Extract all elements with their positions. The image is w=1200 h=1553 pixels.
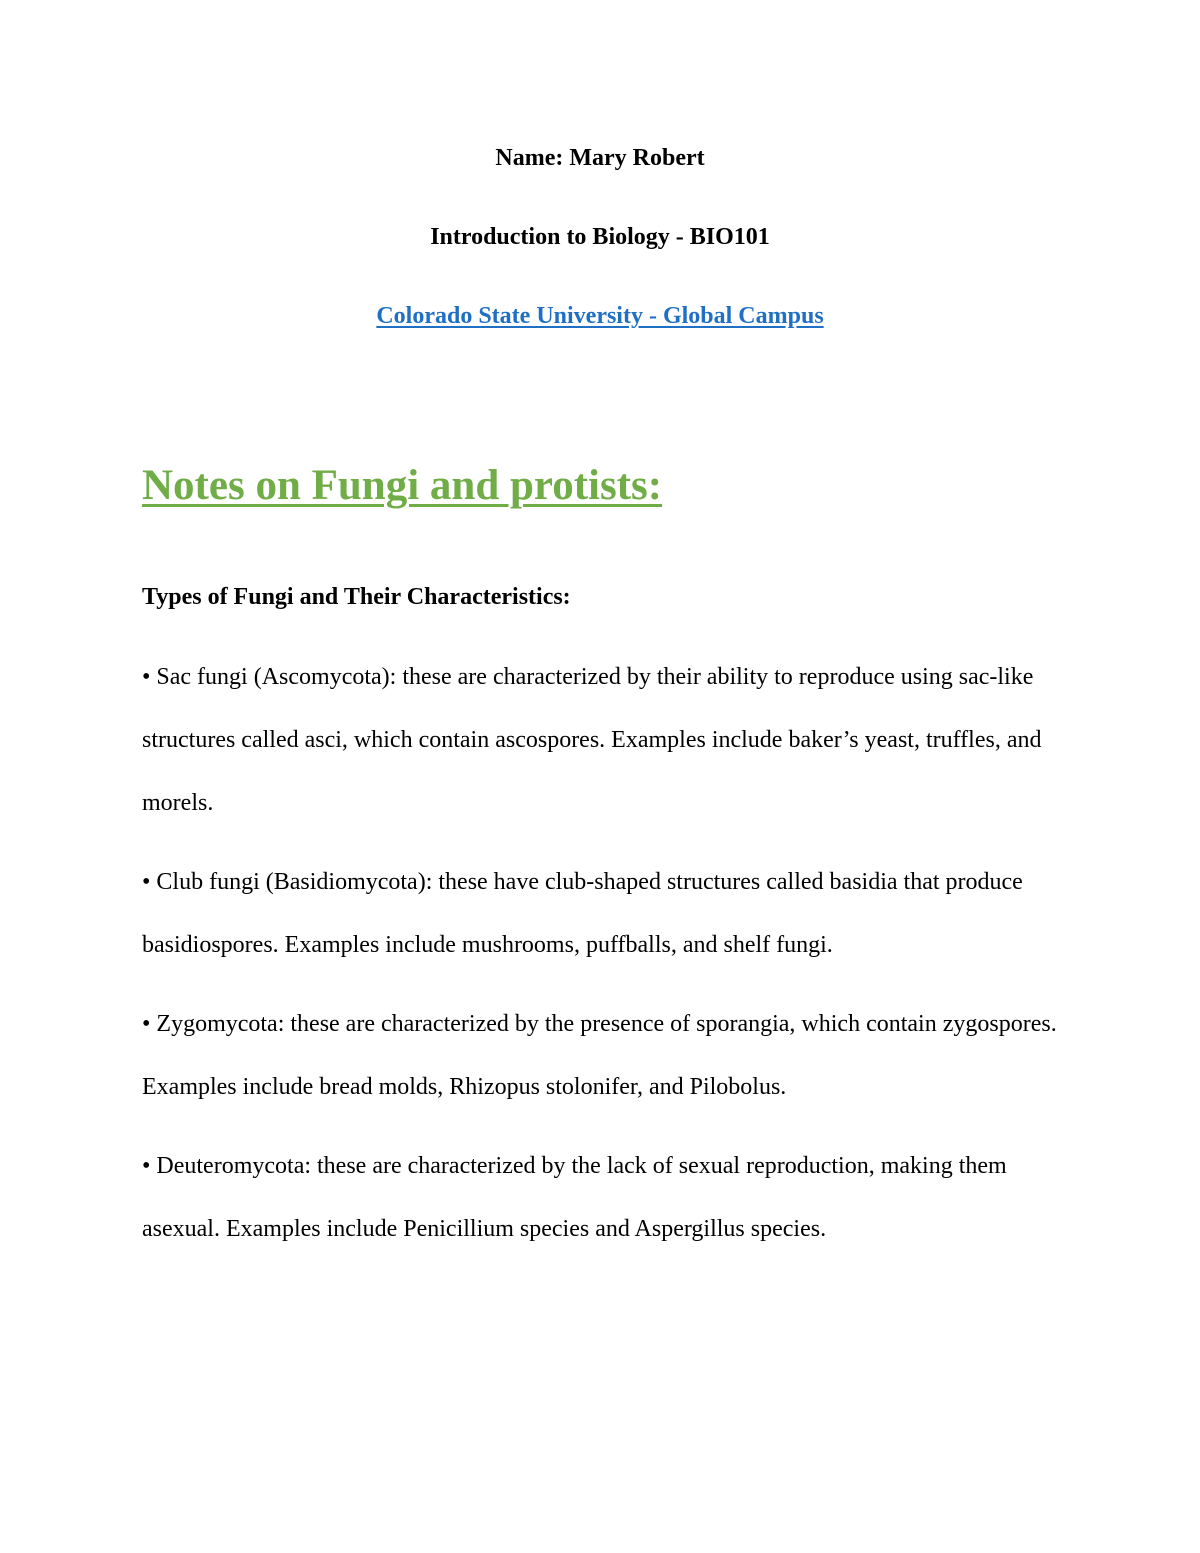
notes-title: Notes on Fungi and protists: <box>142 462 663 509</box>
university-link[interactable]: Colorado State University - Global Campus <box>376 303 824 329</box>
course-title: Introduction to Biology - BIO101 <box>430 224 770 250</box>
fungi-item-club: • Club fungi (Basidiomycota): these have club-shaped structures called basidia that produce basidiospores. Examples include mushrooms, puffballs, and shelf fungi. <box>142 869 1023 958</box>
fungi-item-sac: • Sac fungi (Ascomycota): these are characterized by their ability to reproduce using sac-like structures called asci, which contain ascospores. Examples include baker’s yeast, truffles, and morels. <box>142 664 1042 816</box>
section-heading: Types of Fungi and Their Characteristics: <box>142 584 571 610</box>
fungi-item-deuteromycota: • Deuteromycota: these are characterized by the lack of sexual reproduction, making them asexual. Examples include Penicillium species and Aspergillus species. <box>142 1153 1007 1242</box>
student-name: Name: Mary Robert <box>495 145 705 171</box>
fungi-item-zygomycota: • Zygomycota: these are characterized by the presence of sporangia, which contain zygospores. Examples include bread molds, Rhizopus stolonifer, and Pilobolus. <box>142 1011 1057 1100</box>
fungi-list <box>142 646 1062 1277</box>
